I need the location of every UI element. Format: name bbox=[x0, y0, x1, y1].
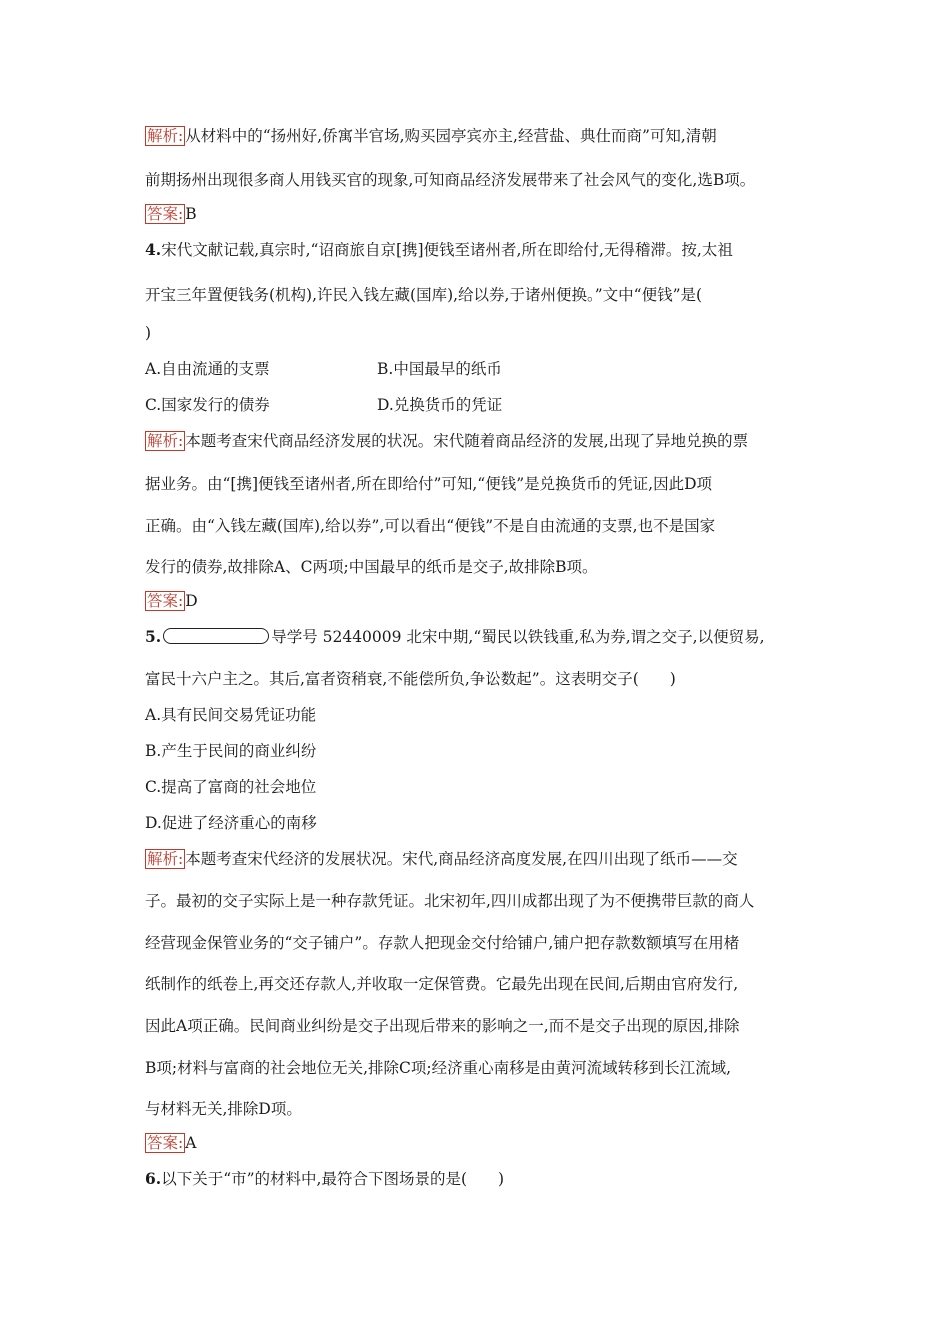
q4-analysis-line-2: 据业务。由“[携]便钱至诸州者,所在即给付”可知,“便钱”是兑换货币的凭证,因此D项 bbox=[145, 475, 713, 493]
q5-analysis-line-7: 与材料无关,排除D项。 bbox=[145, 1100, 302, 1118]
q4-analysis-line-4: 发行的债券,故排除A、C两项;中国最早的纸币是交子,故排除B项。 bbox=[145, 558, 598, 576]
q3-analysis-line-2: 前期扬州出现很多商人用钱买官的现象,可知商品经济发展带来了社会风气的变化,选B项。 bbox=[145, 171, 756, 189]
q4-option-c: C.国家发行的债券 bbox=[145, 396, 270, 414]
q4-answer: 答案: D bbox=[147, 592, 198, 610]
q5-analysis-line-6: B项;材料与富商的社会地位无关,排除C项;经济重心南移是由黄河流域转移到长江流域, bbox=[145, 1059, 732, 1077]
q5-option-d: D.促进了经济重心的南移 bbox=[145, 814, 317, 832]
q5-analysis-line-5: 因此A项正确。民间商业纠纷是交子出现后带来的影响之一,而不是交子出现的原因,排除 bbox=[145, 1017, 740, 1035]
q4-option-b: B.中国最早的纸币 bbox=[377, 360, 502, 378]
answer-tag: 答案: bbox=[147, 1134, 184, 1152]
q5-option-a: A.具有民间交易凭证功能 bbox=[145, 706, 317, 724]
q4-stem-line-1: 4.宋代文献记载,真宗时,“诏商旅自京[携]便钱至诸州者,所在即给付,无得稽滞。按,太祖 bbox=[145, 240, 733, 259]
q6-stem: 6.以下关于“市”的材料中,最符合下图场景的是( ) bbox=[145, 1169, 505, 1188]
q4-stem-line-3: ) bbox=[145, 324, 152, 342]
q5-analysis-line-1: 解析: 本题考查宋代经济的发展状况。宋代,商品经济高度发展,在四川出现了纸币——交 bbox=[147, 850, 738, 868]
q4-options-row-2 bbox=[145, 394, 810, 416]
q5-analysis-line-2: 子。最初的交子实际上是一种存款凭证。北宋初年,四川成都出现了为不便携带巨款的商人 bbox=[145, 892, 755, 910]
analysis-tag: 解析: bbox=[147, 432, 184, 450]
q5-analysis-line-4: 纸制作的纸卷上,再交还存款人,并收取一定保管费。它最先出现在民间,后期由官府发行, bbox=[145, 975, 739, 993]
q5-answer: 答案: A bbox=[147, 1134, 197, 1152]
q4-analysis-line-1: 解析: 本题考查宋代商品经济发展的状况。宋代随着商品经济的发展,出现了异地兑换的票 bbox=[147, 432, 749, 450]
q3-answer: 答案: B bbox=[147, 205, 197, 223]
q4-analysis-line-3: 正确。由“入钱左藏(国库),给以券”,可以看出“便钱”不是自由流通的支票,也不是国家 bbox=[145, 517, 716, 535]
question-number: 4. bbox=[145, 240, 162, 259]
q5-stem-line-2: 富民十六户主之。其后,富者资稍衰,不能偿所负,争讼数起”。这表明交子( ) bbox=[145, 670, 676, 688]
answer-tag: 答案: bbox=[147, 205, 184, 223]
q4-option-d: D.兑换货币的凭证 bbox=[377, 396, 503, 414]
q4-option-a: A.自由流通的支票 bbox=[145, 360, 270, 378]
question-number: 5. bbox=[145, 627, 162, 646]
q5-analysis-line-3: 经营现金保管业务的“交子铺户”。存款人把现金交付给铺户,铺户把存款数额填写在用楮 bbox=[145, 934, 740, 952]
q4-stem-line-2: 开宝三年置便钱务(机构),许民入钱左藏(国库),给以券,于诸州便换。”文中“便钱”是( bbox=[145, 286, 703, 304]
q5-stem-line-1: 5. 导学号 52440009 北宋中期,“蜀民以铁钱重,私为券,谓之交子,以便贸易, bbox=[145, 627, 765, 646]
answer-tag: 答案: bbox=[147, 592, 184, 610]
analysis-tag: 解析: bbox=[147, 127, 184, 145]
analysis-tag: 解析: bbox=[147, 850, 184, 868]
question-number: 6. bbox=[145, 1169, 162, 1188]
q3-analysis-line-1: 解析: 从材料中的“扬州好,侨寓半官场,购买园亭宾亦主,经营盐、典仕而商”可知,清朝 bbox=[147, 127, 717, 145]
q5-option-c: C.提高了富商的社会地位 bbox=[145, 778, 317, 796]
q5-option-b: B.产生于民间的商业纠纷 bbox=[145, 742, 317, 760]
q4-options-row-1 bbox=[145, 358, 810, 380]
capsule-box bbox=[163, 628, 269, 644]
